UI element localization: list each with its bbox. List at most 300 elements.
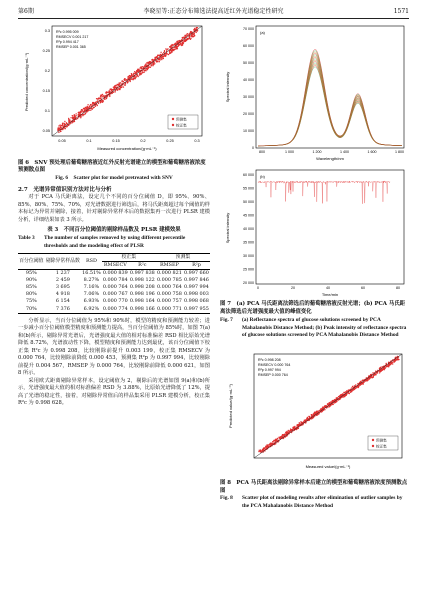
scatter-point [141,68,142,69]
table3-subheader: RMSEP [156,261,183,269]
table-cell: 80% [25,291,37,298]
scatter-point [196,28,197,29]
scatter-point [343,394,344,395]
section-2-7-para: 对于 PCA 马氏距离法，设定几个不同的百分位阈值 D，即 95%、90%、85%、80%、75%、70%，对光谱数据进行筛选后，将马氏距离超过每个阈值的样本标记为异常并剔除，接着，针对剔除异常样本后的数据集再一次进行 PLSR 建模分析，详细结果如表 3 所示。 [18,194,210,223]
fig7a-ytick: 20 000 [243,112,254,116]
table-cell: 2 459 [55,277,70,284]
fig8-stats [258,358,290,377]
page-number: 1571 [393,8,409,15]
fig7-label: Fig. 7 [220,316,233,323]
scatter-point [64,125,65,126]
spectrum-line [258,53,402,146]
scatter-point [392,364,393,365]
fig7b-xtick: 20 [291,285,295,290]
table-cell: 6.92% [83,305,100,312]
fig6-ylabel: Predicted concentration/(g·mL⁻¹) [24,52,29,112]
scatter-point [92,103,93,104]
running-header [18,8,409,17]
table-cell: 4 918 [55,291,70,298]
table-cell: 0.998 122 [129,277,155,284]
spectrum-line [258,63,402,146]
scatter-point [153,63,154,64]
scatter-point [89,105,90,106]
table-cell: 0.000 821 [156,269,182,276]
fig8-stat: R²p 0.997 994 [258,368,281,373]
scatter-point [186,36,187,37]
table-row [18,269,210,277]
fig7b-xtick: 60 [361,285,365,290]
scatter-point [76,113,77,114]
scatter-point [165,48,166,49]
scatter-point [150,67,151,68]
scatter-point [141,73,142,74]
scatter-point [355,385,356,386]
scatter-point [327,404,328,405]
scatter-point [356,387,357,388]
spectrum-line [258,64,402,146]
scatter-point [143,69,144,70]
scatter-point [161,59,162,60]
scatter-point [138,69,139,70]
fig7a-spectra-plot [220,22,410,162]
fig8-xlabel: Measured value/(g·mL⁻¹) [305,464,351,470]
scatter-point [394,361,395,362]
fig6-ytick: 0.15 [42,89,50,93]
scatter-point [145,68,146,69]
scatter-point [292,429,293,430]
scatter-point [100,102,101,103]
scatter-point [293,427,294,428]
scatter-point [160,58,161,59]
fig8-stat: R²c 0.998 208 [258,358,281,363]
scatter-point [178,40,179,41]
scatter-point [177,46,178,47]
scatter-point [316,411,317,412]
scatter-point [157,59,158,60]
fig7a-xtick: 800 [259,150,265,154]
scatter-point [170,52,171,53]
scatter-point [173,49,174,50]
scatter-point [100,95,101,96]
scatter-point [136,70,137,71]
fig8-stat: RMSEP 0.000 764 [258,373,288,378]
table-cell: 6.93% [83,298,100,305]
table-cell: 7 376 [55,305,70,312]
scatter-point [66,126,67,127]
fig7a-xtick: 1 000 [285,150,294,154]
table-cell: 0.000 757 [156,298,182,305]
scatter-point [62,123,63,124]
fig8-ylabel: Predicted value/(g·mL⁻¹) [228,384,233,429]
fig7a-ytick: 40 000 [243,78,254,82]
scatter-point [159,58,160,59]
fig6-legend [168,115,198,129]
scatter-point [139,72,140,73]
fig7b-ytick: 35 000 [243,240,254,245]
scatter-point [342,397,343,398]
scatter-point [148,62,149,63]
table-cell: 0.000 839 [102,269,128,276]
fig6-stats [56,30,88,49]
fig7a-xtick: 1 400 [340,150,349,154]
table-cell: 0.997 955 [184,305,209,312]
scatter-point [102,94,103,95]
fig6-ytick: 0.25 [42,49,50,53]
fig6-xtick: 0.05 [58,139,66,143]
fig8-caption-en [220,495,410,511]
scatter-point [127,82,128,83]
scatter-point [137,71,138,72]
table-row [18,298,210,305]
fig6-legend-predict: 预测集 [176,117,187,122]
scatter-point [163,58,164,59]
scatter-point [183,41,184,42]
scatter-point [171,45,172,46]
scatter-point [176,47,177,48]
scatter-point [98,98,99,99]
scatter-point [322,407,323,408]
scatter-point [118,88,119,89]
table3 [18,253,210,314]
scatter-point [103,96,104,97]
scatter-point [351,388,352,389]
fig7-caption-text: (a) Reflectance spectra of glucose solutions screened by PCA Mahalanobis Distance Method; (b) Peak intensity of reflectance spectra of glucose solutions screened by PCA Mahalanobis Distance Method [242,316,407,339]
fig7b-panel-label: (b) [260,173,265,179]
table-cell: 0.998 164 [129,298,155,305]
scatter-point [268,444,269,445]
scatter-point [178,44,179,45]
table-row [18,291,210,298]
scatter-point [360,381,361,382]
table3-header: 校正集 [121,253,137,260]
spectrum-line [258,60,402,146]
scatter-point [82,115,83,116]
scatter-point [282,434,283,435]
fig6-caption-en: Fig. 6 Scatter plot for model pretreated with SNV [55,175,173,182]
scatter-point [153,62,154,63]
fig7a-xtick: 1 200 [312,150,322,154]
left-column [18,22,210,408]
fig8-caption-text: Scatter plot of modeling results after elimination of outlier samples by the PCA Mahalanobis Distance Method [242,495,403,510]
scatter-point [156,60,157,61]
scatter-point [313,413,314,414]
spectrum-line [258,67,402,146]
fig8-legend-calib: 校正集 [376,444,387,449]
scatter-point [311,414,312,415]
scatter-point [163,56,164,57]
fig6-xtick: 0.2 [140,139,146,143]
scatter-point [161,56,162,57]
scatter-point [115,87,116,88]
table3-caption-cn: 表 3 不同百分位阈值的剔除样品数及 PLSR 建模效果 [47,227,181,234]
fig7b-ytick: 60 000 [243,172,254,177]
table-cell: 0.998 003 [184,291,209,298]
scatter-point [181,44,182,45]
scatter-point [283,435,284,436]
scatter-point [370,377,371,378]
fig7b-ylabel: Spectral intensity [225,212,230,243]
table-cell: 0.998 166 [129,305,155,312]
scatter-point [152,65,153,66]
section-2-7-title: 2.7 光谱异常值识别方法对比与分析 [18,187,112,194]
fig7b-xtick: 80 [396,285,400,290]
scatter-point [57,129,58,130]
scatter-point [193,29,194,30]
scatter-point [160,52,161,53]
scatter-point [160,54,161,55]
table-cell: 16.51% [82,269,101,276]
fig7b-xtick: 40 [326,285,330,290]
fig6-stat: RMSECV 0.001 217 [56,35,89,39]
scatter-point [186,39,187,40]
scatter-point [334,399,335,400]
scatter-point [193,34,194,35]
scatter-point [123,81,124,82]
spectrum-line [258,57,402,146]
scatter-point [362,383,363,384]
fig6-scatter-plot [18,22,210,155]
scatter-point [335,402,336,403]
table-cell: 0.998 068 [184,298,209,305]
scatter-point [329,406,330,407]
scatter-point [182,41,183,42]
scatter-point [121,81,122,82]
scatter-point [322,411,323,412]
scatter-point [145,70,146,71]
scatter-point [134,71,135,72]
scatter-point [72,115,73,116]
scatter-point [87,107,88,108]
scatter-point [372,372,373,373]
scatter-point [350,392,351,393]
scatter-point [110,88,111,89]
scatter-point [183,36,184,37]
scatter-point [271,443,272,444]
fig6-xtick: 0.3 [194,139,200,143]
table3-caption-en [18,235,210,251]
scatter-point [155,58,156,59]
scatter-point [380,367,381,368]
table3-label: Table 3 [18,235,35,242]
scatter-point [260,451,261,452]
scatter-point [134,76,135,77]
scatter-point [128,77,129,78]
fig7b-xlabel: Time/min [321,291,339,297]
scatter-point [170,46,171,47]
scatter-point [267,446,268,447]
header-rule [18,18,409,19]
scatter-point [285,433,286,434]
scatter-point [372,377,373,378]
scatter-point [164,50,165,51]
table-cell: 0.997 660 [184,269,209,276]
scatter-point [182,37,183,38]
scatter-point [127,76,128,77]
scatter-point [137,74,138,75]
scatter-point [185,41,186,42]
scatter-point [109,96,110,97]
scatter-point [138,76,139,77]
fig6-stat: R²p 0.994 417 [56,40,79,44]
fig8-stat: RMSECV 0.000 764 [258,363,291,368]
scatter-point [274,440,275,441]
scatter-point [386,363,387,364]
scatter-point [70,117,71,118]
scatter-point [58,132,59,133]
fig7-caption-en [220,317,410,340]
table-cell: 0.000 785 [156,277,182,284]
scatter-point [64,123,65,124]
scatter-point [174,47,175,48]
scatter-point [133,73,134,74]
scatter-point [176,42,177,43]
spectrum-line [258,59,402,146]
scatter-point [190,39,191,40]
scatter-point [305,420,306,421]
scatter-point [368,376,369,377]
scatter-point [277,438,278,439]
scatter-point [156,61,157,62]
scatter-point [132,78,133,79]
scatter-point [182,43,183,44]
scatter-point [179,40,180,41]
table3-subheader: RMSECV [102,261,129,269]
scatter-point [383,368,384,369]
scatter-point [74,115,75,116]
scatter-point [259,450,260,451]
fig6-ytick: 0.2 [44,69,50,73]
fig6-ytick: 0.05 [42,129,50,133]
scatter-point [106,92,107,93]
table3-header: 剔除异常样品数 [45,257,80,264]
scatter-point [121,85,122,86]
scatter-point [175,43,176,44]
fig7a-ytick: 60 000 [243,44,254,48]
scatter-point [258,451,259,452]
right-column [220,22,410,511]
table3-header: 预测集 [175,253,191,260]
scatter-point [162,58,163,59]
fig7a-panel-label: (a) [260,30,265,35]
fig6-legend-calib: 校正集 [176,123,187,128]
table-cell: 0.000 771 [156,305,182,312]
scatter-point [358,386,359,387]
fig6-ytick: 0.3 [44,29,50,33]
scatter-point [71,122,72,123]
fig8-legend-predict: 预测集 [376,438,387,443]
scatter-point [114,91,115,92]
fig7a-ytick: 10 000 [243,129,254,133]
scatter-point [380,370,381,371]
scatter-point [397,359,398,360]
scatter-point [93,107,94,108]
scatter-point [140,74,141,75]
table-cell: 0.000 758 [156,291,182,298]
scatter-point [316,412,317,413]
spectrum-line [258,52,402,146]
scatter-point [136,76,137,77]
scatter-point [189,36,190,37]
table-row [18,306,210,314]
fig7b-ytick: 50 000 [243,199,254,204]
scatter-point [196,32,197,33]
scatter-point [129,75,130,76]
scatter-point [179,44,180,45]
scatter-point [272,441,273,442]
running-title: 李晓星等:正态分布筛选法提高近红外光谱稳定性研究 [143,8,284,15]
para-analysis: 分析显示，当百分位阈值为 95%和 90%时，模型的精度和预测能力较差；进一步减小百分位阈值模型精度和预测能力提高，当百分位阈值为 85%时，如图 7(a)和(b)所示，剔除异常光谱后，光谱强度最大值的相对标准偏差 RSD 相比原始光谱降低 8.72%，光谱波动性下降，模型精度和预测能力达到最优，该百分位阈值下校正集 R²c 为 0.998 208，比较刚除前提升 0.003 199，校正集 RMSECV 为 0.000 764，比较刚除前降低 0.000 453，预测集 R²p 为 0.997 994，比较刚除前提升 0.004 567，RMSEP 为 0.000 764，比较刚除前降低 0.000 621，如图 8 所示。 [18,317,210,377]
table-cell: 0.997 838 [129,269,155,276]
table-cell: 3 695 [55,284,70,291]
fig7-caption-cn: 图 7 (a) PCA 马氏距离法筛选后的葡萄糖溶液反射光谱；(b) PCA 马氏距离法筛选后光谱强度最大值的峰值变化 [220,301,406,315]
table-cell: 1 237 [55,269,70,276]
scatter-point [304,420,305,421]
scatter-point [87,104,88,105]
scatter-point [77,118,78,119]
scatter-point [307,419,308,420]
table-cell: 6 154 [55,298,70,305]
fig7b-ytick: 55 000 [243,186,254,191]
fig7b-ytick: 20 000 [243,280,254,285]
fig7a-xtick: 1 800 [395,150,404,154]
scatter-point [191,32,192,33]
scatter-point [83,108,84,109]
scatter-point [288,431,289,432]
scatter-point [353,389,354,390]
scatter-point [286,431,287,432]
scatter-point [100,98,101,99]
table3-caption-text: The number of samples removed by using different percentile thresholds and the modeling effect of PLSR [44,235,186,249]
fig7b-ytick: 45 000 [243,213,254,218]
fig7b-ytick: 40 000 [243,226,254,231]
scatter-point [72,117,73,118]
scatter-point [329,402,330,403]
fig8-label: Fig. 8 [220,495,233,502]
scatter-point [121,87,122,88]
scatter-point [390,364,391,365]
scatter-point [339,399,340,400]
scatter-point [68,118,69,119]
scatter-point [189,33,190,34]
fig7a-ytick: 70 000 [243,27,254,31]
table-cell: 90% [25,277,37,284]
scatter-point [279,438,280,439]
scatter-point [379,372,380,373]
scatter-point [95,106,96,107]
fig6-xtick: 0.1 [86,139,92,143]
scatter-point [111,90,112,91]
fig7a-ytick: 30 000 [243,95,254,99]
fig7a-ylabel: Spectral intensity [225,71,230,103]
spectrum-line [258,51,402,146]
fig6-caption-cn: 图 6 SNV 预处理后葡萄糖溶液近红外反射光谱建立的模型和葡萄糖溶液浓度预测散点图 [18,159,206,174]
scatter-point [344,395,345,396]
scatter-point [352,386,353,387]
scatter-point [187,33,188,34]
scatter-point [156,57,157,58]
scatter-point [166,49,167,50]
fig6-ytick: 0.1 [44,109,50,113]
table-cell: 0.000 767 [102,291,128,298]
fig8-legend [368,436,398,450]
scatter-point [81,110,82,111]
fig6-stat: R²c 0.995 009 [56,30,79,34]
scatter-point [187,38,188,39]
scatter-point [124,85,125,86]
table-cell: 0.000 764 [102,284,128,291]
scatter-point [368,379,369,380]
scatter-point [58,125,59,126]
